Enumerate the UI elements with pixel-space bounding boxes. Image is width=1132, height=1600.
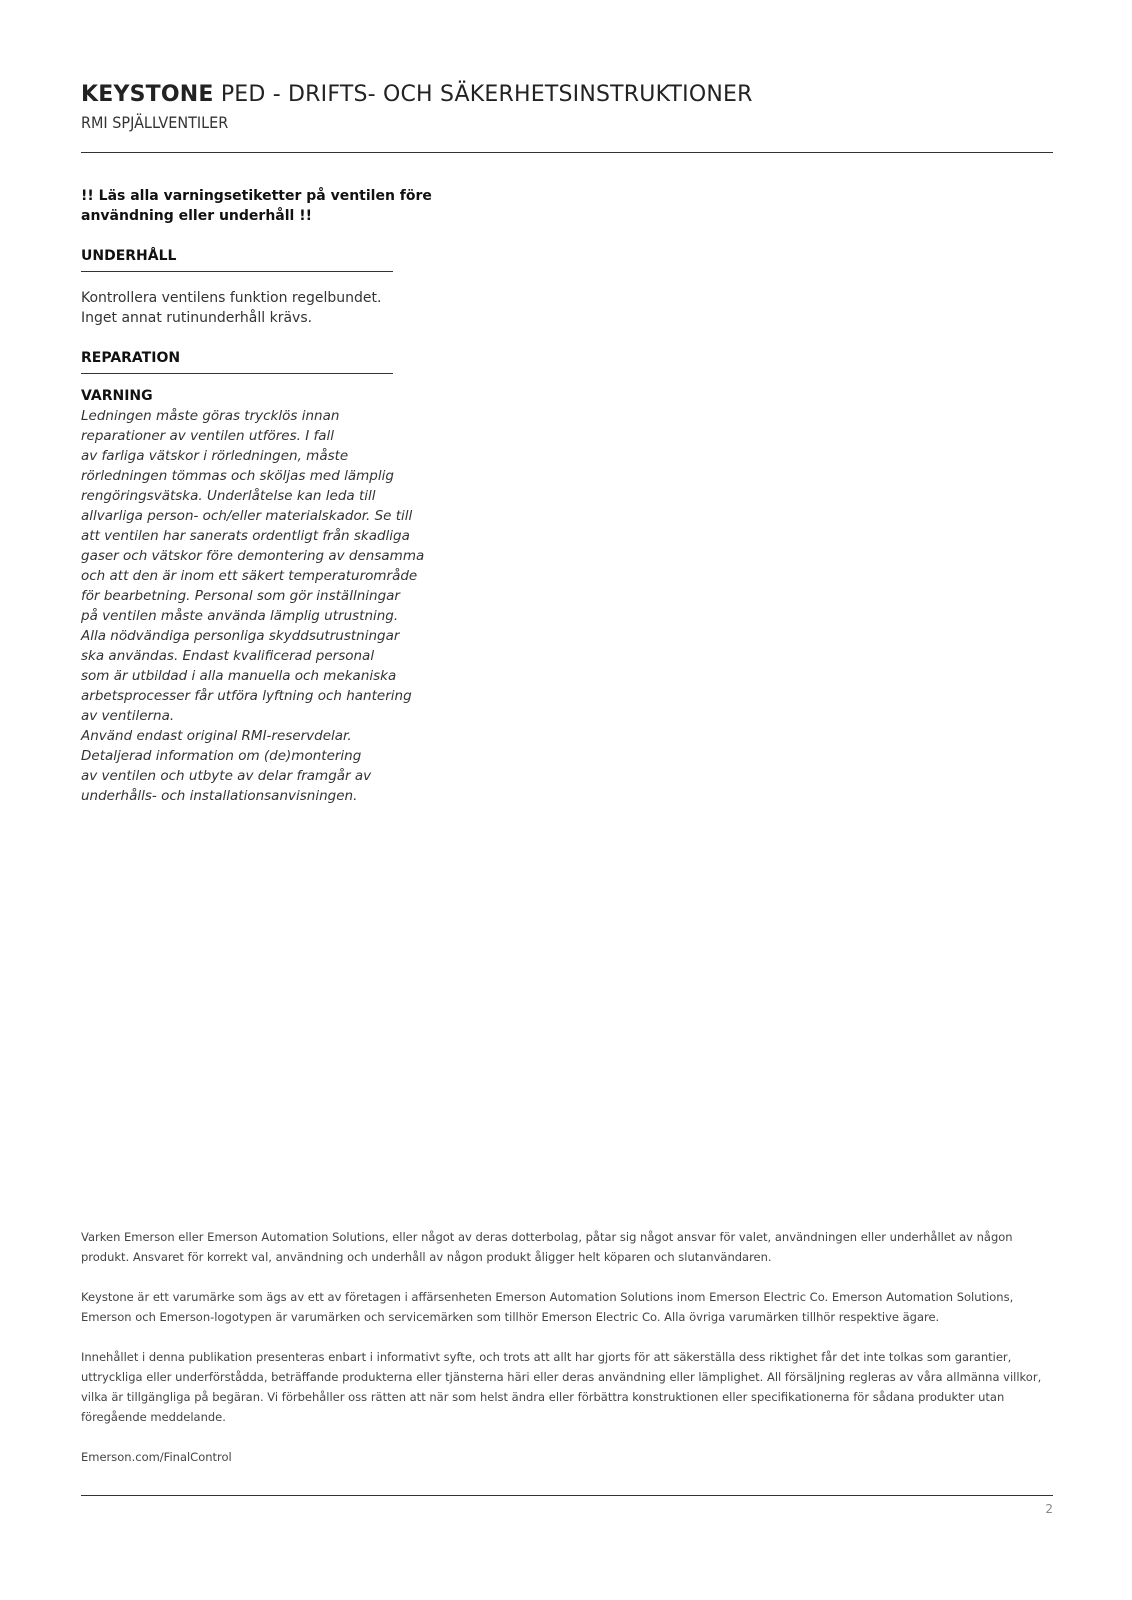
info-line: föregående meddelande. — [81, 1410, 226, 1424]
warning-line: rörledningen tömmas och sköljas med lämplig — [81, 468, 394, 484]
main-column — [81, 186, 432, 806]
page-header — [81, 80, 1053, 134]
disclaimer-paragraph — [81, 1227, 1053, 1267]
warning-line: arbetsprocesser får utföra lyftning och hantering — [81, 688, 412, 704]
trademark-line: Emerson och Emerson-logotypen är varumärken och servicemärken som tillhör Emerson Electric Co. Alla övriga varumärken tillhör respektive ägare. — [81, 1310, 940, 1324]
trademark-paragraph — [81, 1287, 1053, 1327]
warning-line: Ledningen måste göras trycklös innan — [81, 408, 340, 424]
warning-text — [81, 406, 425, 806]
warning-line: gaser och vätskor före demontering av densamma — [81, 548, 425, 564]
maintenance-text — [81, 288, 393, 328]
disclaimer-line: produkt. Ansvaret för korrekt val, användning och underhåll av någon produkt åligger helt köparen och slutanvändaren. — [81, 1250, 772, 1264]
warning-line: att ventilen har sanerats ordentligt från skadliga — [81, 528, 410, 544]
info-paragraph — [81, 1347, 1053, 1427]
warning-line: Använd endast original RMI-reservdelar. — [81, 728, 352, 744]
warning-line: och att den är inom ett säkert temperaturområde — [81, 568, 418, 584]
maintenance-heading: UNDERHÅLL — [81, 246, 393, 272]
notice-line: användning eller underhåll !! — [81, 208, 312, 224]
warning-line: av farliga vätskor i rörledningen, måste — [81, 448, 349, 464]
warning-line: på ventilen måste använda lämplig utrustning. — [81, 608, 399, 624]
warning-line: ska användas. Endast kvalificerad personal — [81, 648, 375, 664]
brand-name: KEYSTONE — [81, 82, 214, 107]
maintenance-line: Inget annat rutinunderhåll krävs. — [81, 310, 313, 326]
warning-line: rengöringsvätska. Underlåtelse kan leda till — [81, 488, 376, 504]
warning-line: underhålls- och installationsanvisningen. — [81, 788, 358, 804]
info-line: Innehållet i denna publikation presenteras enbart i informativt syfte, och trots att allt har gjorts för att säkerställa dess riktighet får det inte tolkas som garantier, — [81, 1350, 1012, 1364]
notice-line: !! Läs alla varningsetiketter på ventilen före — [81, 188, 432, 204]
warning-line: allvarliga person- och/eller materialskador. Se till — [81, 508, 413, 524]
warning-line: Alla nödvändiga personliga skyddsutrustningar — [81, 628, 400, 644]
warning-heading: VARNING — [81, 388, 153, 404]
maintenance-line: Kontrollera ventilens funktion regelbundet. — [81, 290, 382, 306]
document-subtitle: RMI SPJÄLLVENTILER — [81, 113, 229, 132]
warning-line: av ventilerna. — [81, 708, 175, 724]
info-line: vilka är tillgängliga på begäran. Vi förbehåller oss rätten att när som helst ändra eller förbättra konstruktionen eller specifikationerna för sådana produkter utan — [81, 1390, 1005, 1404]
page-number: 2 — [1045, 1502, 1053, 1516]
header-divider — [81, 152, 1053, 153]
trademark-line: Keystone är ett varumärke som ägs av ett av företagen i affärsenheten Emerson Automation Solutions inom Emerson Electric Co. Emerson Automation Solutions, — [81, 1290, 1014, 1304]
disclaimer-line: Varken Emerson eller Emerson Automation Solutions, eller något av deras dotterbolag, påtar sig något ansvar för valet, användningen eller underhållet av någon — [81, 1230, 1013, 1244]
warning-line: Detaljerad information om (de)montering — [81, 748, 362, 764]
website-link[interactable]: Emerson.com/FinalControl — [81, 1450, 232, 1464]
title-text: PED - DRIFTS- OCH SÄKERHETSINSTRUKTIONER — [220, 82, 753, 107]
document-title — [81, 80, 1053, 110]
warning-line: reparationer av ventilen utföres. I fall — [81, 428, 335, 444]
warning-line: för bearbetning. Personal som gör inställningar — [81, 588, 400, 604]
warning-line: som är utbildad i alla manuella och mekaniska — [81, 668, 397, 684]
warning-line: av ventilen och utbyte av delar framgår av — [81, 768, 372, 784]
info-line: uttryckliga eller underförstådda, beträffande produkterna eller tjänsterna häri eller deras användning eller lämplighet. All försäljning regleras av våra allmänna villkor, — [81, 1370, 1042, 1384]
repair-heading: REPARATION — [81, 348, 393, 374]
footer-divider — [81, 1495, 1053, 1496]
warning-notice — [81, 186, 432, 226]
page-footer — [81, 1227, 1053, 1487]
